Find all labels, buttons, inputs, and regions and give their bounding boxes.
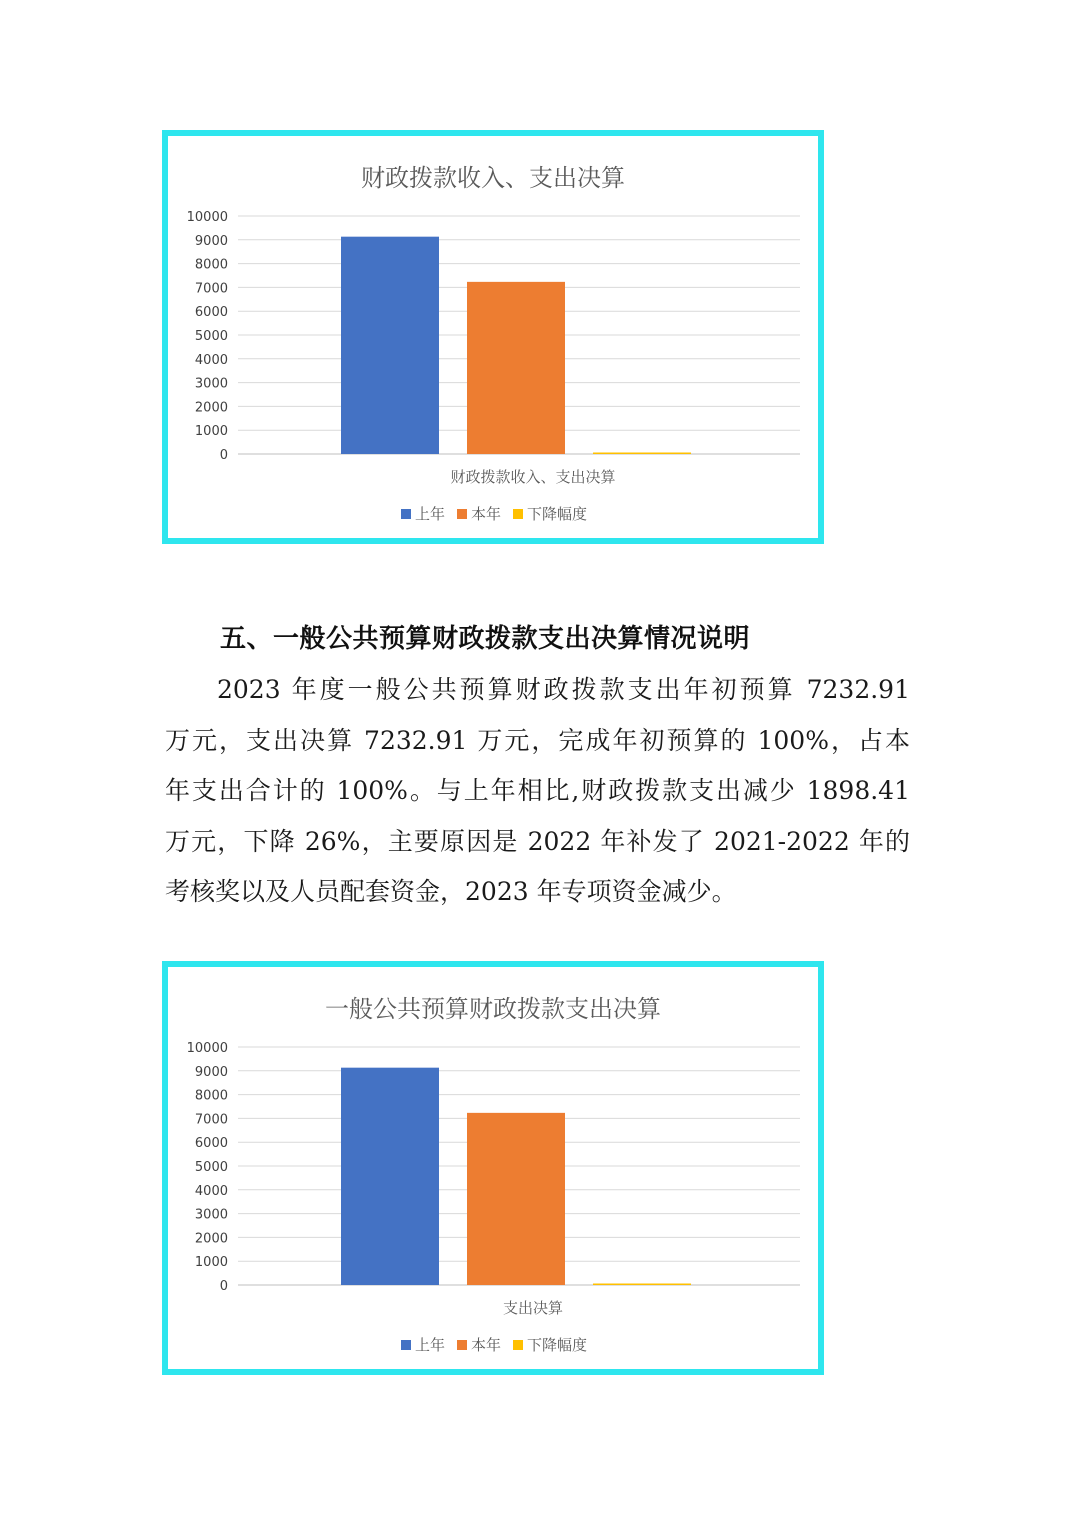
y-tick-label: 7000 [194, 1112, 228, 1128]
section-body [165, 665, 910, 918]
body-line: 万元，支出决算 7232.91 万元，完成年初预算的 100%，占本 [165, 725, 910, 755]
y-tick-label: 3000 [194, 376, 228, 392]
chart-title: 一般公共预算财政拨款支出决算 [325, 995, 661, 1023]
y-tick-label: 9000 [194, 1064, 228, 1080]
chart-frame [162, 961, 824, 1375]
y-tick-label: 8000 [194, 257, 228, 273]
y-tick-label: 6000 [194, 1136, 228, 1152]
legend-label: 下降幅度 [527, 505, 588, 523]
body-line: 万元，下降 26%，主要原因是 2022 年补发了 2021-2022 年的 [165, 826, 910, 856]
y-tick-label: 9000 [194, 233, 228, 249]
legend-swatch [457, 509, 467, 519]
y-tick-label: 4000 [194, 352, 228, 368]
x-category-label: 支出决算 [502, 1299, 564, 1317]
y-tick-label: 6000 [194, 305, 228, 321]
bar-1 [341, 1068, 439, 1285]
legend-label: 上年 [415, 1336, 446, 1354]
section-heading: 五、一般公共预算财政拨款支出决算情况说明 [220, 624, 751, 654]
y-tick-label: 1000 [194, 424, 228, 440]
y-tick-label: 2000 [194, 1231, 228, 1247]
bar-3 [593, 1284, 691, 1286]
bar-2 [467, 282, 565, 454]
bar-2 [467, 1113, 565, 1285]
body-line: 2023 年度一般公共预算财政拨款支出年初预算 7232.91 [217, 675, 910, 704]
body-line: 年支出合计的 100%。与上年相比,财政拨款支出减少 1898.41 [165, 776, 910, 805]
bar-chart-2 [168, 967, 818, 1369]
legend-swatch [401, 509, 411, 519]
y-tick-label: 1000 [194, 1255, 228, 1271]
bar-1 [341, 237, 439, 454]
body-line: 考核奖以及人员配套资金，2023 年专项资金减少。 [165, 877, 737, 906]
y-tick-label: 2000 [194, 400, 228, 416]
bar-3 [593, 453, 691, 455]
legend-label: 本年 [471, 505, 502, 523]
legend-swatch [513, 509, 523, 519]
y-tick-label: 10000 [186, 1041, 228, 1056]
x-category-label: 财政拨款收入、支出决算 [450, 468, 616, 486]
y-tick-label: 0 [219, 1279, 228, 1294]
bar-chart-1 [168, 136, 818, 538]
y-tick-label: 5000 [194, 1160, 228, 1175]
y-tick-label: 3000 [194, 1207, 228, 1223]
legend-swatch [513, 1340, 523, 1350]
legend-label: 上年 [415, 505, 446, 523]
y-tick-label: 7000 [194, 281, 228, 297]
y-tick-label: 5000 [194, 329, 228, 344]
y-tick-label: 4000 [194, 1183, 228, 1199]
chart-title: 财政拨款收入、支出决算 [361, 164, 625, 192]
y-tick-label: 8000 [194, 1088, 228, 1104]
legend-swatch [401, 1340, 411, 1350]
legend-swatch [457, 1340, 467, 1350]
legend-label: 下降幅度 [527, 1336, 588, 1354]
chart-frame [162, 130, 824, 544]
y-tick-label: 0 [219, 448, 228, 463]
legend-label: 本年 [471, 1336, 502, 1354]
y-tick-label: 10000 [186, 210, 228, 225]
